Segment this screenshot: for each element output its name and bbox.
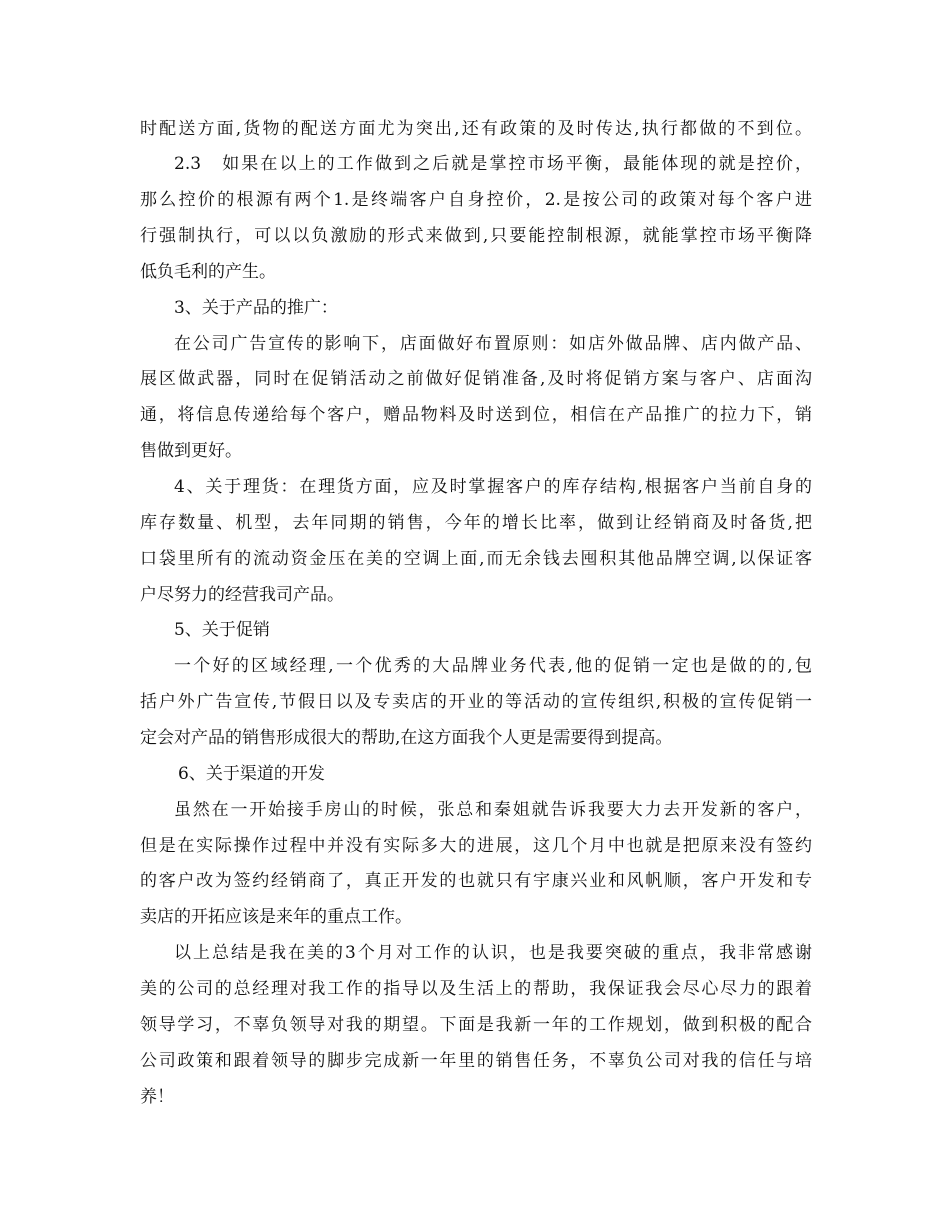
paragraph-line: 定会对产品的销售形成很大的帮助,在这方面我个人更是需要得到提高。 (140, 728, 673, 748)
paragraph-line: 库存数量、机型，去年同期的销售，今年的增长比率，做到让经销商及时备货,把 (140, 513, 812, 533)
paragraph-line: 售做到更好。 (140, 441, 242, 461)
paragraph-line: 展区做武器，同时在促销活动之前做好促销准备,及时将促销方案与客户、店面沟 (140, 369, 812, 389)
paragraph-line: 2.3 如果在以上的工作做到之后就是掌控市场平衡，最能体现的就是控价， (174, 154, 812, 174)
paragraph-line: 户尽努力的经营我司产品。 (140, 585, 344, 605)
section-heading: 3、关于产品的推广： (174, 298, 338, 318)
paragraph-line: 括户外广告宣传,节假日以及专卖店的开业的等活动的宣传组织,积极的宣传促销一 (140, 692, 812, 712)
paragraph-line: 一个好的区域经理,一个优秀的大品牌业务代表,他的促销一定也是做的的,包 (174, 656, 812, 676)
paragraph-line: 养！ (140, 1087, 174, 1107)
paragraph-line: 那么控价的根源有两个1.是终端客户自身控价，2.是按公司的政策对每个客户进 (140, 190, 812, 210)
paragraph-line: 以上总结是我在美的3个月对工作的认识，也是我要突破的重点，我非常感谢 (174, 943, 812, 963)
paragraph-line: 低负毛利的产生。 (140, 262, 276, 282)
paragraph-line: 美的公司的总经理对我工作的指导以及生活上的帮助，我保证我会尽心尽力的跟着 (140, 979, 812, 999)
paragraph-line: 虽然在一开始接手房山的时候，张总和秦姐就告诉我要大力去开发新的客户， (174, 800, 812, 820)
paragraph-line: 口袋里所有的流动资金压在美的空调上面,而无余钱去囤积其他品牌空调,以保证客 (140, 549, 812, 569)
paragraph-line: 的客户改为签约经销商了，真正开发的也就只有宇康兴业和风帆顺，客户开发和专 (140, 871, 812, 891)
paragraph-line: 4、关于理货：在理货方面，应及时掌握客户的库存结构,根据客户当前自身的 (174, 477, 812, 497)
paragraph-line: 行强制执行，可以以负激励的形式来做到,只要能控制根源，就能掌控市场平衡降 (140, 226, 812, 246)
paragraph-line: 在公司广告宣传的影响下，店面做好布置原则：如店外做品牌、店内做产品、 (174, 334, 812, 354)
paragraph-line: 通，将信息传递给每个客户，赠品物料及时送到位，相信在产品推广的拉力下，销 (140, 405, 812, 425)
paragraph-line: 但是在实际操作过程中并没有实际多大的进展，这几个月中也就是把原来没有签约 (140, 836, 812, 856)
section-heading: 5、关于促销 (174, 620, 270, 640)
paragraph-line: 公司政策和跟着领导的脚步完成新一年里的销售任务，不辜负公司对我的信任与培 (140, 1051, 812, 1071)
section-heading: 6、关于渠道的开发 (178, 764, 325, 784)
paragraph-line: 领导学习，不辜负领导对我的期望。下面是我新一年的工作规划，做到积极的配合 (140, 1015, 812, 1035)
paragraph-line: 卖店的开拓应该是来年的重点工作。 (140, 907, 412, 927)
paragraph-line: 时配送方面,货物的配送方面尤为突出,还有政策的及时传达,执行都做的不到位。 (140, 119, 812, 139)
